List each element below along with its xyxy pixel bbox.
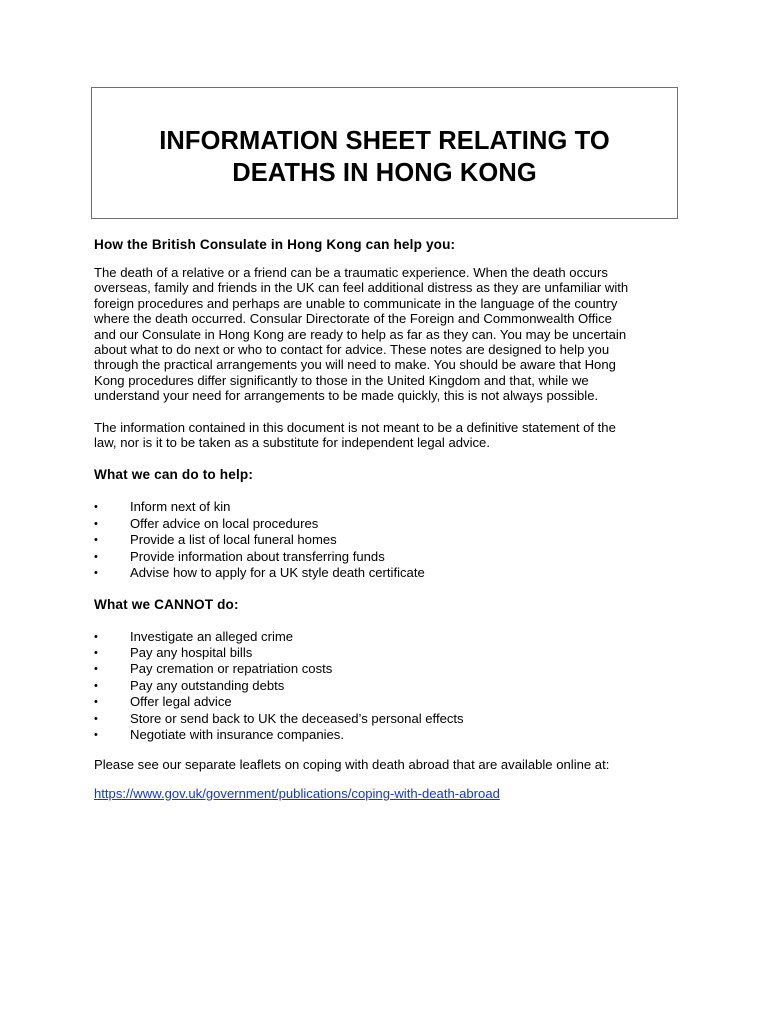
list-item: [94, 678, 694, 694]
intro-line: foreign procedures and perhaps are unable to communicate in the language of the country: [94, 295, 618, 311]
disclaimer-paragraph: [94, 420, 694, 451]
list-item: [94, 661, 694, 677]
cannot-do-list: [94, 629, 694, 744]
intro-paragraph: [94, 265, 694, 404]
list-item-text: Investigate an alleged crime: [130, 628, 294, 644]
bullet-icon: •: [94, 663, 98, 676]
intro-line: and our Consulate in Hong Kong are ready to help as far as they can. You may be uncertain: [94, 326, 627, 342]
bullet-icon: •: [94, 646, 98, 659]
list-item: [94, 694, 694, 710]
list-item-text: Pay any hospital bills: [130, 644, 253, 660]
list-item: [94, 516, 694, 532]
list-item-text: Offer advice on local procedures: [130, 515, 319, 531]
list-item: [94, 565, 694, 581]
intro-line: The death of a relative or a friend can be a traumatic experience. When the death occurs: [94, 265, 608, 280]
intro-line: where the death occurred. Consular Directorate of the Foreign and Commonwealth Office: [94, 311, 612, 327]
title-line-1: INFORMATION SHEET RELATING TO: [159, 127, 610, 155]
bullet-icon: •: [94, 696, 98, 709]
intro-line: overseas, family and friends in the UK can feel additional distress as they are unfamiliar with: [94, 280, 629, 296]
list-item-text: Inform next of kin: [130, 499, 231, 515]
coping-with-death-abroad-link[interactable]: https://www.gov.uk/government/publications/coping-with-death-abroad: [94, 785, 500, 801]
title-line-2: DEATHS IN HONG KONG: [232, 159, 537, 187]
list-item: [94, 532, 694, 548]
list-item: [94, 645, 694, 661]
list-item-text: Offer legal advice: [130, 694, 232, 710]
bullet-icon: •: [94, 728, 98, 741]
bullet-icon: •: [94, 679, 98, 692]
leaflets-paragraph: Please see our separate leaflets on coping with death abroad that are available online at:: [94, 757, 610, 773]
disclaimer-line: law, nor is it to be taken as a substitute for independent legal advice.: [94, 435, 490, 451]
list-item: [94, 711, 694, 727]
document-body: [94, 236, 694, 803]
bullet-icon: •: [94, 712, 98, 725]
list-item: [94, 499, 694, 515]
intro-line: about what to do next or who to contact for advice. These notes are designed to help you: [94, 342, 610, 358]
document-title: [92, 125, 677, 189]
bullet-icon: •: [94, 567, 98, 580]
can-do-heading: What we can do to help:: [94, 467, 254, 483]
list-item-text: Pay cremation or repatriation costs: [130, 661, 333, 677]
list-item-text: Store or send back to UK the deceased’s personal effects: [130, 710, 464, 726]
help-heading: How the British Consulate in Hong Kong can help you:: [94, 237, 456, 252]
bullet-icon: •: [94, 517, 98, 530]
list-item-text: Pay any outstanding debts: [130, 677, 285, 693]
cannot-do-heading: What we CANNOT do:: [94, 596, 239, 612]
list-item-text: Advise how to apply for a UK style death certificate: [130, 565, 425, 581]
intro-line: Kong procedures differ significantly to those in the United Kingdom and that, while we: [94, 372, 589, 388]
list-item-text: Provide a list of local funeral homes: [130, 532, 337, 548]
link-container: [94, 785, 694, 803]
list-item: [94, 629, 694, 645]
list-item-text: Negotiate with insurance companies.: [130, 726, 344, 742]
intro-line: through the practical arrangements you will need to make. You should be aware that Hong: [94, 357, 616, 373]
bullet-icon: •: [94, 550, 98, 563]
list-item-text: Provide information about transferring funds: [130, 548, 385, 564]
bullet-icon: •: [94, 501, 98, 514]
bullet-icon: •: [94, 534, 98, 547]
bullet-icon: •: [94, 630, 98, 643]
disclaimer-line: The information contained in this document is not meant to be a definitive statement of the: [94, 419, 616, 435]
intro-line: understand your need for arrangements to be made quickly, this is not always possible.: [94, 388, 599, 404]
title-box: [91, 87, 678, 219]
can-do-list: [94, 499, 694, 581]
list-item: [94, 549, 694, 565]
list-item: [94, 727, 694, 743]
